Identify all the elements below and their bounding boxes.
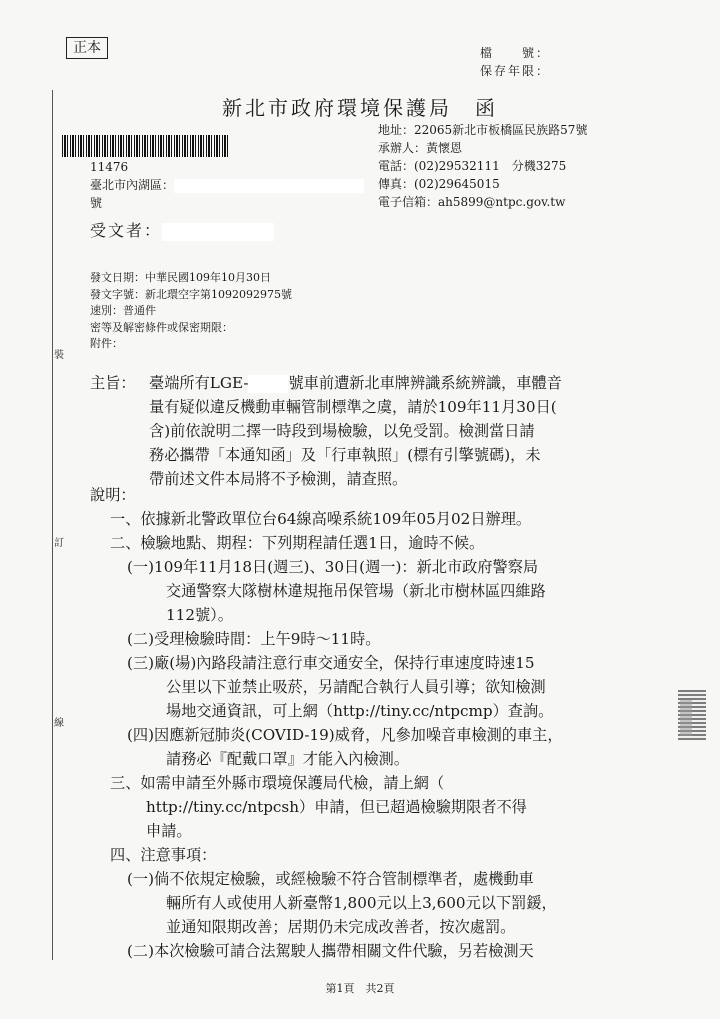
description-line: (二)本次檢驗可請合法駕駛人攜帶相關文件代驗，另若檢測天 bbox=[127, 942, 534, 960]
attachment: 附件： bbox=[90, 337, 123, 350]
recipient-address-prefix: 臺北市內湖區 bbox=[90, 178, 163, 192]
contact-officer: 承辦人：黃懷恩 bbox=[378, 141, 463, 155]
meta-block bbox=[90, 270, 292, 353]
subject-line-tail: 號車前遭新北車牌辨識系統辨識，車體音 bbox=[288, 374, 562, 392]
subject-line: 量有疑似違反機動車輛管制標準之虞，請於109年11月30日( bbox=[149, 398, 557, 416]
recipient-line bbox=[90, 218, 274, 241]
subject-line: 含)前依說明二擇一時段到場檢驗，以免受罰。檢測當日請 bbox=[149, 422, 535, 440]
file-number-label: 檔 號： bbox=[480, 46, 551, 60]
description-line: 四、注意事項： bbox=[110, 846, 217, 864]
recipient-postcode: 11476 bbox=[90, 160, 129, 174]
plate-redaction bbox=[248, 375, 288, 393]
binding-mark-2: 訂 bbox=[54, 538, 64, 549]
description-line: 輛所有人或使用人新臺幣1,800元以上3,600元以下罰鍰， bbox=[166, 894, 557, 912]
secrecy-level: 密等及解密條件或保密期限： bbox=[90, 320, 233, 334]
contact-fax: 傳真：(02)29645015 bbox=[378, 177, 500, 191]
address-redaction bbox=[174, 179, 364, 193]
page-footer: 第1頁 共2頁 bbox=[325, 982, 395, 995]
description-line: 公里以下並禁止吸菸，另請配合執行人員引導；欲知檢測 bbox=[166, 678, 546, 696]
description-line: 場地交通資訊，可上網（http://tiny.cc/ntpcmp）查詢。 bbox=[166, 702, 554, 720]
description-line: (二)受理檢驗時間：上午9時～11時。 bbox=[127, 630, 381, 648]
subject-line: 帶前述文件本局將不予檢測，請查照。 bbox=[149, 470, 408, 488]
description-line: 並通知限期改善；居期仍未完成改善者，按次處罰。 bbox=[166, 918, 516, 936]
recipient-redaction bbox=[162, 223, 274, 241]
recipient-address-suffix: 號 bbox=[90, 196, 103, 210]
subject-line: 務必攜帶「本通知函」及「行車執照」(標有引擎號碼)，未 bbox=[149, 446, 541, 464]
issue-date: 發文日期：中華民國109年10月30日 bbox=[90, 271, 271, 284]
qr-code-mark bbox=[680, 700, 692, 736]
subject-line bbox=[149, 371, 562, 395]
description-line: (三)廠(場)內路段請注意行車交通安全，保持行車速度時速15 bbox=[127, 654, 535, 672]
barcode bbox=[62, 135, 230, 157]
recipient-address: 臺北市內湖區： bbox=[90, 176, 364, 194]
description-line: 申請。 bbox=[146, 822, 192, 840]
subject-line-head: 臺端所有LGE- bbox=[149, 374, 249, 392]
description-line: 二、檢驗地點、期程：下列期程請任選1日，逾時不候。 bbox=[110, 534, 485, 552]
contact-block bbox=[378, 121, 587, 211]
recipient-label: 受文者： bbox=[90, 221, 163, 240]
description-line: 一、依據新北警政單位台64線高噪系統109年05月02日辦理。 bbox=[110, 510, 532, 528]
contact-address: 地址：22065新北市板橋區民族路57號 bbox=[378, 123, 588, 137]
binding-line bbox=[52, 90, 53, 960]
binding-mark-3: 線 bbox=[54, 718, 64, 729]
contact-email: 電子信箱：ah5899@ntpc.gov.tw bbox=[378, 195, 566, 209]
description-line: 三、如需申請至外縣市環境保護局代檢，請上網（ bbox=[110, 774, 445, 792]
description-label: 說明： bbox=[90, 486, 136, 504]
description-line: (一)倘不依規定檢驗，或經檢驗不符合管制標準者，處機動車 bbox=[127, 870, 534, 888]
description-line: 交通警察大隊樹林違規拖吊保管場（新北市樹林區四維路 bbox=[166, 582, 546, 600]
document-title: 新北市政府環境保護局 函 bbox=[222, 96, 498, 120]
description-line: (一)109年11月18日(週三)、30日(週一)：新北市政府警察局 bbox=[127, 558, 539, 576]
description-line: 請務必『配戴口罩』才能入內檢測。 bbox=[166, 750, 409, 768]
original-copy-stamp: 正本 bbox=[66, 37, 108, 59]
retention-label: 保存年限： bbox=[480, 64, 551, 78]
contact-phone: 電話：(02)29532111 分機3275 bbox=[378, 159, 567, 173]
description-line: (四)因應新冠肺炎(COVID-19)威脅，凡參加噪音車檢測的車主， bbox=[127, 726, 563, 744]
binding-mark-1: 裝 bbox=[54, 350, 64, 361]
description-line: http://tiny.cc/ntpcsh）申請，但已超過檢驗期限者不得 bbox=[146, 798, 527, 816]
subject-text bbox=[149, 371, 562, 491]
issue-number: 發文字號：新北環空字第1092092975號 bbox=[90, 287, 292, 301]
subject-label: 主旨： bbox=[90, 374, 136, 392]
description-line: 112號）。 bbox=[166, 606, 233, 624]
delivery-speed: 速別：普通件 bbox=[90, 304, 156, 317]
